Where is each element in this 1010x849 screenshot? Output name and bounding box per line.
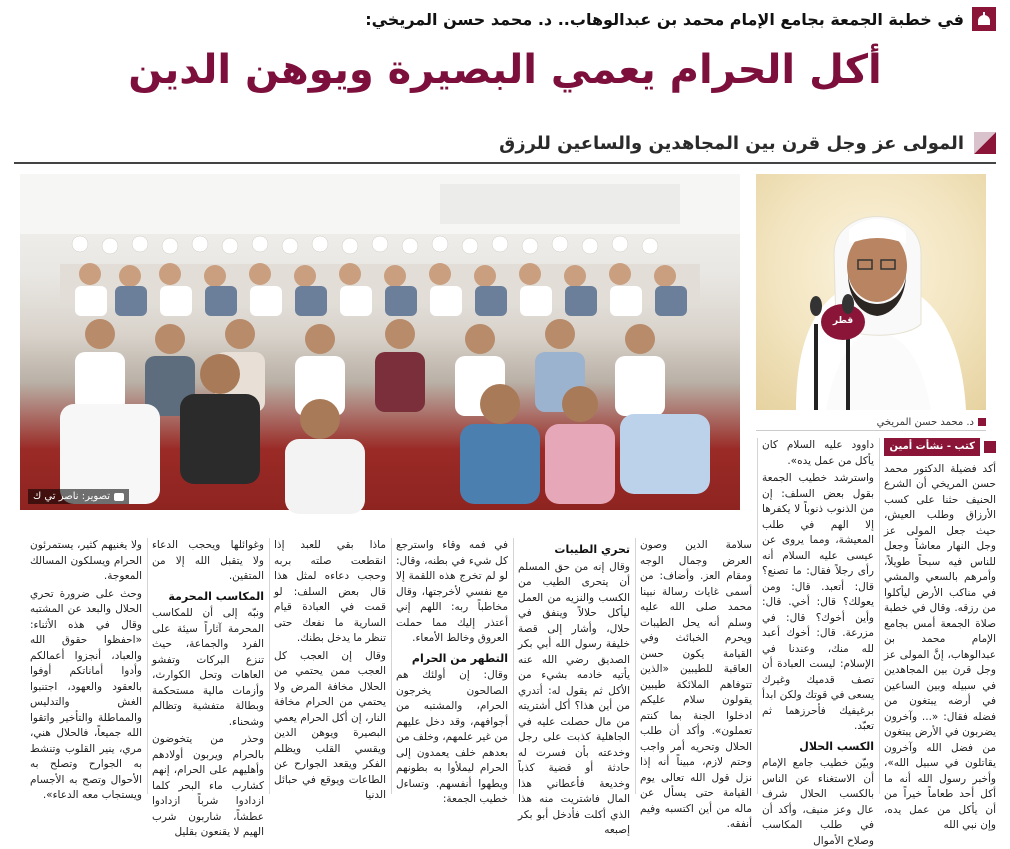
portrait-caption-text: د. محمد حسن المريخي <box>876 416 974 428</box>
column-divider <box>147 538 148 794</box>
byline-label: كتب - نشأت أمين <box>884 438 980 456</box>
header-divider <box>14 162 996 164</box>
column-divider <box>879 438 880 794</box>
paragraph: ماذا بقي للعبد إذا انقطعت صلته بربه وحجب دعاءه لمثل هذا قال بعض السلف: لو قمت في العبادة قيام السارية ما نفعك حتى تنظر ما يدخل بطنك. <box>274 539 386 644</box>
paragraph: ونبّه إلى أن للمكاسب المحرمة آثاراً سيئة على الفرد والجماعة، حيث تنزع البركات وتفشو العاهات وتحل الكوارث، وأزمات مالية مستحكمة وبطالة متفشية وتظالم وشحناء. <box>152 607 264 728</box>
paragraph: وقال إن العجب كل العجب ممن يحتمي من الحلال مخافة المرض ولا يحتمي من الحرام مخافة النار، إن أكل الحرام يعمي البصيرة ويوهن الدين ويقسي القلب ويظلم الفكر ويقعد الجوارح عن الطاعات ويوقع في حبائل الدنيا <box>274 649 386 801</box>
column-7 <box>152 538 264 838</box>
mosque-icon <box>972 7 996 31</box>
column-6 <box>274 538 386 801</box>
column-divider <box>635 538 636 794</box>
mic-logo-label: قطر <box>832 316 854 326</box>
triangle-marker-icon <box>974 132 996 154</box>
kicker-text: في خطبة الجمعة بجامع الإمام محمد بن عبدالوهاب.. د. محمد حسن المريخي: <box>365 9 964 29</box>
column-4 <box>518 538 630 836</box>
paragraph: ولا يغنيهم كثير، يستمرئون الحرام ويسلكون المسالك المعوجة. <box>30 539 142 582</box>
column-3 <box>640 538 752 830</box>
paragraph: أكد فضيلة الدكتور محمد حسن المريخي أن الشرع الحنيف حثنا على كسب الأرزاق وطلب العيش، حيث جعل المولى عز وجل النهار معاشاً وجعل للناس فيه سبحاً طويلاً، وأمرهم بالسعي والمشي في مناكب الأرض ليأكلوا من رزقه. وقال في خطبة صلاة الجمعة أمس بجامع الإمام محمد بن عبدالوهاب، إنَّ المولى عز وجل قرن بين المجاهدين في سبيله وبين الساعين في أرضه يبتغون من فضله فقال: «... وآخرون يضربون في الأرض يبتغون من فضل الله وآخرون يقاتلون في سبيل الله»، وأخبر رسول الله أنه ما أكل أحد طعاماً خيراً من أن يأكل من عمل يده، وإن نبي الله <box>884 462 996 831</box>
column-8 <box>30 538 142 801</box>
byline-icon <box>984 441 996 453</box>
headline: أكل الحرام يعمي البصيرة ويوهن الدين <box>128 47 882 93</box>
byline <box>884 438 996 456</box>
paragraph: سلامة الدين وصون العرض وجمال الوجه ومقام العز. وأضاف: من أسمى غايات رسالة نبينا محمد صلى الله عليه وسلم أنه يحل الطيبات ويحرم الخبائث وفي القيامة يكون حسن العاقبة للطيبين «الذين تتوفاهم الملائكة طيبين يقولون سلام عليكم ادخلوا الجنة بما كنتم تعملون». وأكد أن طلب الحلال وتحريه أمر واجب وحتم لازم، مبيناً أنه إذا نزل قول الله تعالى يوم القيامة حتى يسأل عن ماله من أين اكتسبه وفيم أنفقه. <box>640 539 752 830</box>
section-heading: المكاسب المحرمة <box>168 589 264 603</box>
section-heading: الكسب الحلال <box>799 739 874 753</box>
column-divider <box>513 538 514 794</box>
paragraph: وحث على ضرورة تحري الحلال والبعد عن المشتبه وقال في هذه الأثناء: «احفظوا حقوق الله والعباد، أنجزوا أعمالكم وأدوا أماناتكم أوفوا بالعقود والعهود، اجتنبوا الغش والتدليس والمماطلة والتأخير واتقوا الله جميعاً، فالحلال هني، مري، ينير القلوب وتنشط به الجوارح وتصلح به الأحوال وتصح به الأجسام ويستجاب معه الدعاء». <box>30 587 142 801</box>
portrait-caption <box>756 414 986 431</box>
paragraph: وقال: إن أولئك هم الصالحون يخرجون الحرام، والمشتبه من أجوافهم، وقد دخل عليهم من غير علمهم، وخلف من بعدهم خلف يعمدون إلى الحرام ليملأوا به بطونهم ويطهوا أنفسهم. وتساءل خطيب الجمعة: <box>396 669 508 805</box>
photo-credit-text: تصوير: ناصر تي ك <box>33 491 111 502</box>
column-divider <box>757 438 758 794</box>
column-2 <box>762 438 874 847</box>
article-body <box>14 438 996 847</box>
column-divider <box>391 538 392 794</box>
paragraph: وغوائلها ويحجب الدعاء ولا يتقبل الله إلا من المتقين. <box>152 539 264 582</box>
subheadline: المولى عز وجل قرن بين المجاهدين والساعين للرزق <box>499 132 964 154</box>
section-heading: التطهر من الحرام <box>411 651 508 665</box>
column-divider <box>269 538 270 794</box>
paragraph: وقال إنه من حق المسلم أن يتحرى الطيب من الكسب والنزيه من العمل ليأكل حلالاً وينفق في حلال، وأشار إلى قصة خليفة رسول الله أبي بكر الصديق رضي الله عنه يأتيه خادمه بشيء من الأكل ثم يقول له: أتدري من أين هذا؟ أكل أشتريته من مال حصلت عليه في الجاهلية كذبت على رجل وخدعته بأن فسرت له حادثة أو قضية كذباً وخديعة فأعطاني هذا المال فاشتريت منه هذا الذي أكلت فأدخل أبو بكر إصبعه <box>518 560 630 836</box>
paragraph: واسترشد خطيب الجمعة بقول بعض السلف: إن من الذنوب ذنوباً لا يكفرها إلا الهم في طلب المعيشة، ومما يروى عن عيسى عليه السلام أنه رأى رجلاً فقال: ما تصنع؟ قال: أتعبد. قال: ومن يعولك؟ قال: أخي. قال: وأين أخوك؟ قال: في مزرعة. قال: أخوك أعبد لله منك، وعندنا في الإسلام: ليست العبادة أن تصف قدميك وغيرك يسعى في قوتك ولكن ابدأ برغيفيك فأحرزهما ثم تعبّد. <box>762 472 874 732</box>
preacher-illustration <box>756 174 986 410</box>
subheadline-row <box>14 128 996 158</box>
paragraph: داوود عليه السلام كان يأكل من عمل يده». <box>762 439 874 467</box>
kicker-row <box>14 6 996 32</box>
column-5 <box>396 538 508 805</box>
section-heading: تحري الطيبات <box>554 543 630 556</box>
paragraph: وحذر من يتخوضون بالحرام ويربون أولادهم وأهليهم على الحرام، إنهم كشارب ماء البحر كلما ازدادوا شرباً ازدادوا عطشاً، شاربون شرب الهيم لا يقنعون بقليل <box>152 733 264 838</box>
preacher-portrait <box>756 174 986 410</box>
paragraph: وبيّن خطيب جامع الإمام أن الاستغناء عن الناس بالكسب الحلال شرف عال وعز منيف، وأكد أن في طلب المكاسب وصلاح الأموال <box>762 757 874 847</box>
paragraph: في فمه وقاء واسترجع كل شيء في بطنه، وقال: لو لم تخرج هذه اللقمة إلا مع نفسي لأخرجتها، وقال مخاطباً ربه: اللهم إني أعتذر إليك مما حملت العروق وخالط الأمعاء. <box>396 539 508 644</box>
caption-marker-icon <box>978 418 986 426</box>
column-1 <box>884 438 996 831</box>
